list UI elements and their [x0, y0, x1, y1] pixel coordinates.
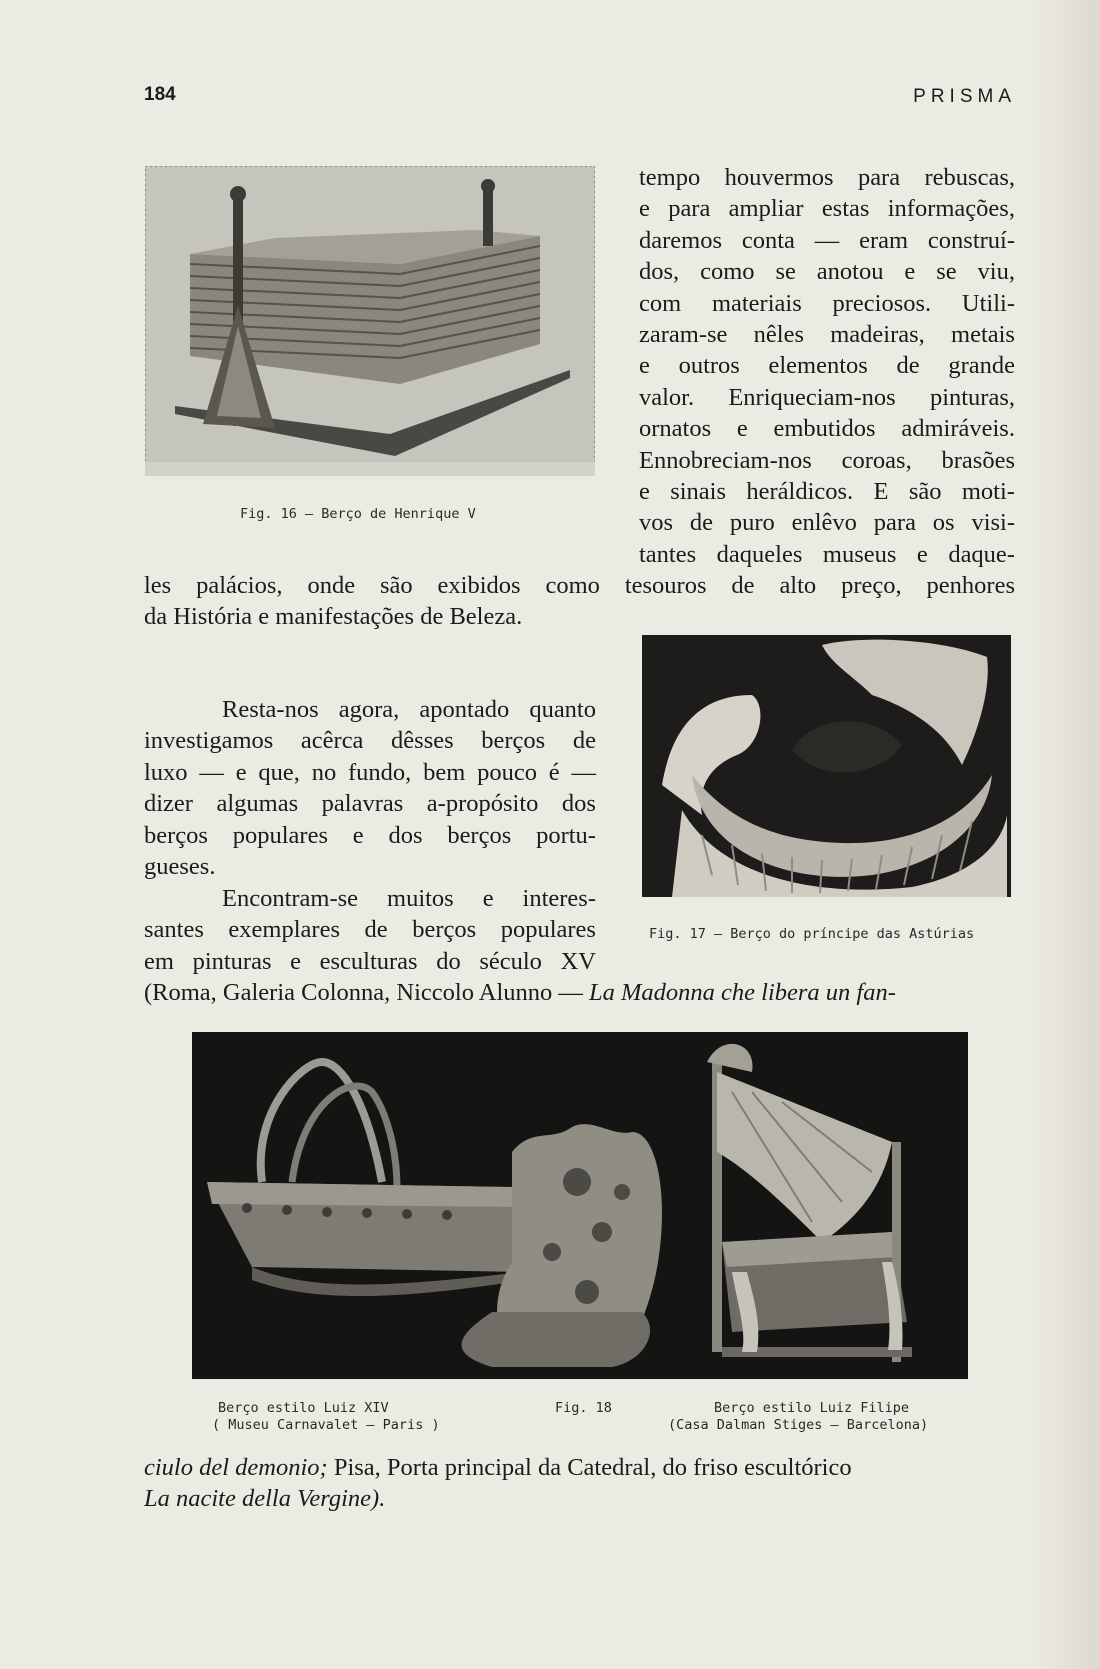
text-segment: (Roma, Galeria Colonna, Niccolo Alunno —: [144, 979, 589, 1006]
italic-title: ciulo del demonio;: [144, 1454, 328, 1481]
text-line: com materiais preciosos. Utili-: [639, 289, 1015, 317]
text-line: dos, como se anotou e se viu,: [639, 258, 1015, 286]
page-edge-shadow: [1030, 0, 1100, 1669]
text-segment: Pisa, Porta principal da Catedral, do friso escultórico: [327, 1454, 852, 1481]
fig18-label: Fig. 18: [555, 1400, 612, 1416]
fig16-caption: Fig. 16 — Berço de Henrique V: [240, 506, 476, 522]
text-line: dizer algumas palavras a-propósito dos: [144, 790, 596, 818]
text-line: berços populares e dos berços portu-: [144, 821, 596, 849]
italic-title: La Madonna che libera un fan-: [589, 979, 896, 1006]
fig18-photo: [192, 1032, 968, 1379]
fig17-caption: Fig. 17 — Berço do príncipe das Astúrias: [649, 926, 975, 942]
text-line: tantes daqueles museus e daque-: [639, 540, 1015, 568]
text-line: les palácios, onde são exibidos como tesouros de alto preço, penhores: [144, 572, 1015, 599]
text-line: da História e manifestações de Beleza.: [144, 603, 523, 631]
text-line: e sinais heráldicos. E são moti-: [639, 478, 1015, 506]
text-line: gueses.: [144, 853, 216, 881]
text-line: e para ampliar estas informações,: [639, 195, 1015, 223]
paragraph-encontram: [144, 883, 596, 977]
full-width-text-2: [144, 977, 1015, 1008]
text-line: valor. Enriqueciam-nos pinturas,: [639, 383, 1015, 411]
text-line: luxo — e que, no fundo, bem pouco é —: [144, 758, 596, 786]
fig17-photo: [642, 635, 1011, 897]
fig18-right-caption-line2: (Casa Dalman Stiges — Barcelona): [668, 1417, 929, 1433]
bottom-text: [144, 1452, 1015, 1515]
text-line: vos de puro enlêvo para os visi-: [639, 509, 1015, 537]
fig16-photo: [145, 166, 595, 476]
paragraph-resta: [144, 694, 596, 882]
text-line: Encontram-se muitos e interes-: [222, 885, 596, 912]
text-line: investigamos acêrca dêsses berços de: [144, 727, 596, 755]
page-number: 184: [144, 84, 176, 105]
text-line: Resta-nos agora, apontado quanto: [222, 696, 596, 723]
text-line: e outros elementos de grande: [639, 352, 1015, 380]
journal-title: PRISMA: [913, 86, 1016, 107]
text-line: zaram-se nêles madeiras, metais: [639, 321, 1015, 349]
text-line: Ennobreciam-nos coroas, brasões: [639, 446, 1015, 474]
full-width-text: [144, 570, 1015, 633]
fig18-right-caption-line1: Berço estilo Luiz Filipe: [714, 1400, 910, 1416]
right-column-text: [639, 162, 1015, 570]
text-line: daremos conta — eram construí-: [639, 226, 1015, 254]
text-line: ornatos e embutidos admiráveis.: [639, 415, 1015, 443]
text-line: santes exemplares de berços populares: [144, 916, 596, 944]
fig18-left-caption-line2: ( Museu Carnavalet — Paris ): [212, 1417, 440, 1433]
text-line: em pinturas e esculturas do século XV: [144, 947, 596, 975]
fig18-left-caption-line1: Berço estilo Luiz XIV: [218, 1400, 389, 1416]
italic-title: La nacite della Vergine).: [144, 1485, 386, 1513]
text-line: tempo houvermos para rebuscas,: [639, 164, 1015, 191]
